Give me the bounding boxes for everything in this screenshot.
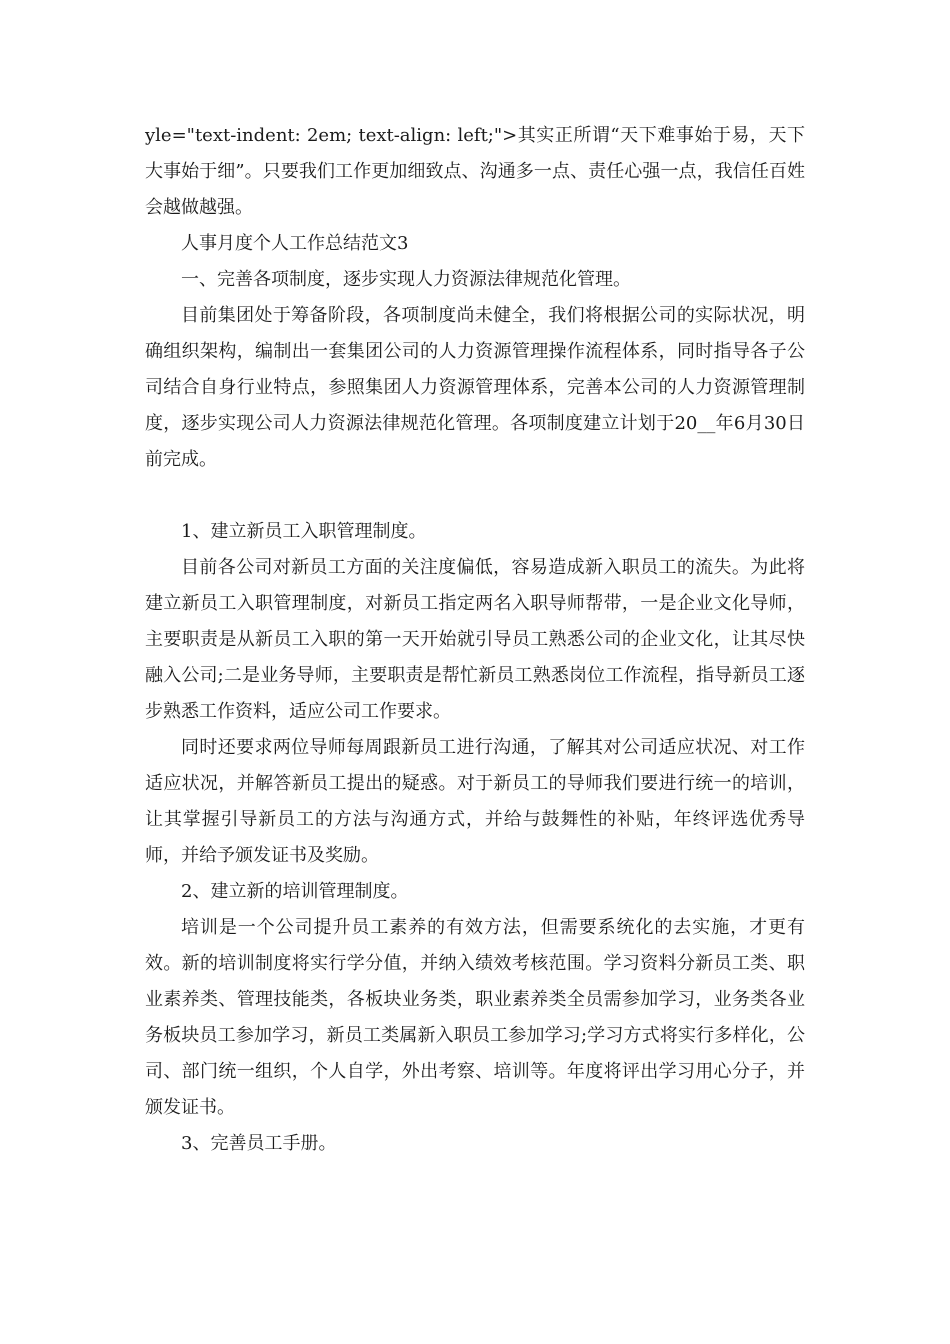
paragraph-body: 同时还要求两位导师每周跟新员工进行沟通，了解其对公司适应状况、对工作适应状况，并解答新员工提出的疑惑。对于新员工的导师我们要进行统一的培训，让其掌握引导新员工的方法与沟通方式，并给与鼓舞性的补贴，年终评选优秀导师，并给予颁发证书及奖励。 bbox=[145, 737, 805, 866]
subheading-3: 3、完善员工手册。 bbox=[181, 1133, 337, 1154]
paragraph-body: 培训是一个公司提升员工素养的有效方法，但需要系统化的去实施，才更有效。新的培训制度将实行学分值，并纳入绩效考核范围。学习资料分新员工类、职业素养类、管理技能类，各板块业务类，职业素养类全员需参加学习，业务类各业务板块员工参加学习，新员工类属新入职员工参加学习;学习方式将实行多样化，公司、部门统一组织，个人自学，外出考察、培训等。年度将评出学习用心分子，并颁发证书。 bbox=[145, 917, 805, 1118]
document-page bbox=[145, 118, 805, 1162]
subheading-1: 1、建立新员工入职管理制度。 bbox=[181, 521, 427, 542]
section-title: 人事月度个人工作总结范文3 bbox=[181, 233, 409, 254]
paragraph-continuation: yle="text-indent: 2em; text-align: left;">其实正所谓“天下难事始于易，天下大事始于细”。只要我们工作更加细致点、沟通多一点、责任心强一点，我信任百姓会越做越强。 bbox=[145, 125, 805, 218]
paragraph-body: 目前各公司对新员工方面的关注度偏低，容易造成新入职员工的流失。为此将建立新员工入职管理制度，对新员工指定两名入职导师帮带，一是企业文化导师，主要职责是从新员工入职的第一天开始就引导员工熟悉公司的企业文化，让其尽快融入公司;二是业务导师，主要职责是帮忙新员工熟悉岗位工作流程，指导新员工逐步熟悉工作资料，适应公司工作要求。 bbox=[145, 557, 805, 722]
paragraph-spacer bbox=[145, 478, 805, 514]
paragraph-body: 目前集团处于筹备阶段，各项制度尚未健全，我们将根据公司的实际状况，明确组织架构，编制出一套集团公司的人力资源管理操作流程体系，同时指导各子公司结合自身行业特点，参照集团人力资源管理体系，完善本公司的人力资源管理制度，逐步实现公司人力资源法律规范化管理。各项制度建立计划于20__年6月30日前完成。 bbox=[145, 305, 805, 470]
subheading-2: 2、建立新的培训管理制度。 bbox=[181, 881, 409, 902]
heading-item-1: 一、完善各项制度，逐步实现人力资源法律规范化管理。 bbox=[181, 269, 631, 290]
